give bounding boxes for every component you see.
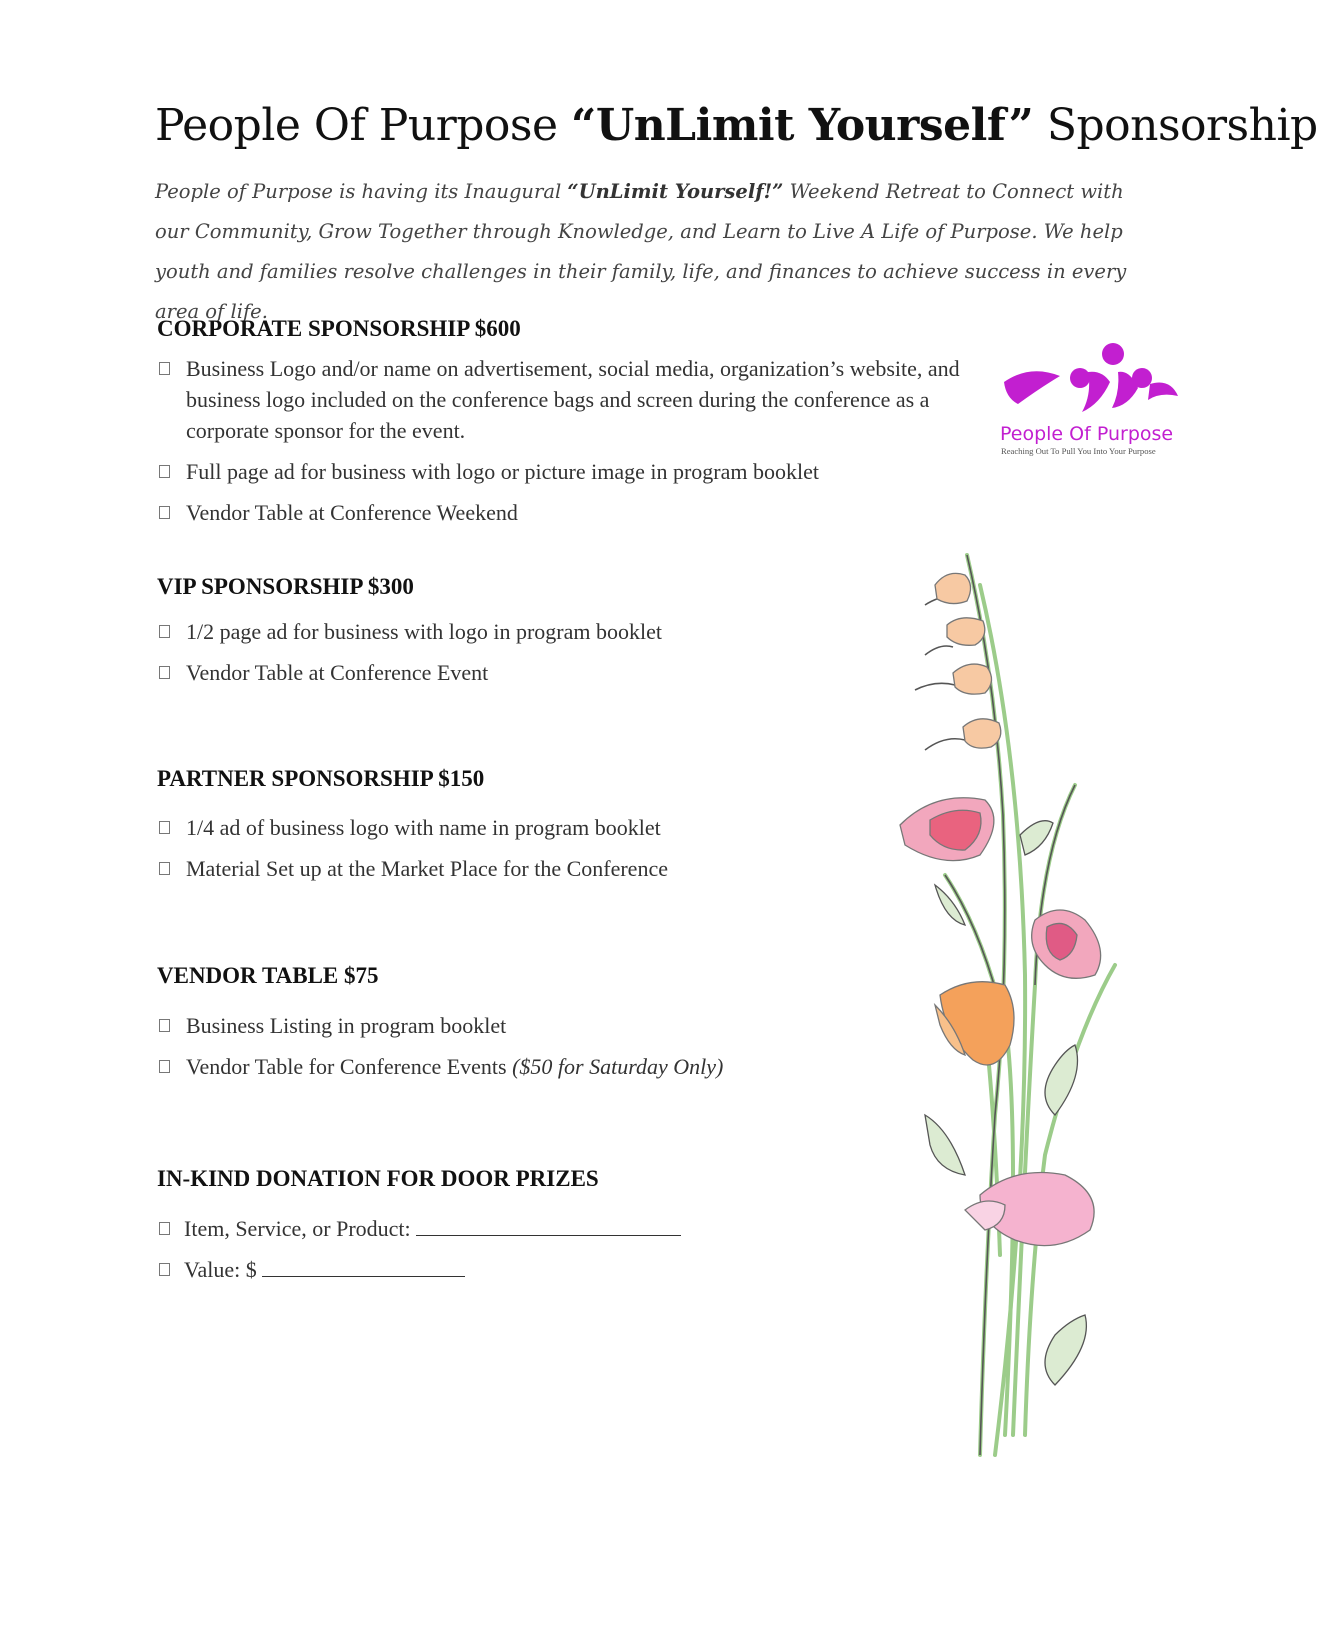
list-item [157,1010,957,1041]
intro-text-1: People of Purpose is having its Inaugural [155,180,568,203]
partner-list [157,812,957,884]
item-text: 1/4 ad of business logo with name in program booklet [186,815,661,840]
list-item [157,353,966,446]
corporate-list [157,353,960,528]
checkbox[interactable] [159,465,170,478]
flower-illustration [925,555,1185,1515]
title-part-1: People Of Purpose [155,100,572,151]
vip-list [157,616,957,688]
vip-section [157,574,957,688]
checkbox[interactable] [159,362,170,375]
list-item [157,853,957,884]
item-text: Business Logo and/or name on advertisement, social media, organization’s website, and business logo included on the conference bags and screen during the conference as a corporate sponsor for the event. [186,356,960,443]
checkbox[interactable] [159,1019,170,1032]
logo-graphic [1000,342,1225,472]
checkbox[interactable] [159,821,170,834]
list-item [157,497,957,528]
intro-paragraph [155,172,1145,332]
corporate-section [157,316,960,528]
list-item [157,1213,957,1244]
corporate-heading: CORPORATE SPONSORSHIP $600 [157,316,521,341]
inkind-heading: IN-KIND DONATION FOR DOOR PRIZES [157,1166,599,1191]
intro-bold: “UnLimit Yourself!” [567,180,784,203]
item-text: Vendor Table at Conference Weekend [186,500,518,525]
value-label: Value: $ [184,1257,257,1282]
list-item [157,812,957,843]
title-part-2: “UnLimit Yourself” [571,100,1034,151]
list-item [157,1254,957,1285]
inkind-section [157,1166,957,1285]
flower-graphic [925,555,1185,1515]
item-text: Business Listing in program booklet [186,1013,507,1038]
checkbox[interactable] [159,625,170,638]
item-text: Vendor Table for Conference Events [186,1054,513,1079]
logo-tagline: Reaching Out To Pull You Into Your Purpose [1001,446,1156,456]
item-label: Item, Service, or Product: [184,1216,411,1241]
list-item [157,616,957,647]
vendor-note: ($50 for Saturday Only) [512,1054,724,1079]
list-item [157,456,957,487]
item-text: 1/2 page ad for business with logo in program booklet [186,619,662,644]
title-part-3: Sponsorship [1033,100,1318,151]
logo-name: People Of Purpose [1000,423,1174,445]
logo [1000,342,1225,472]
checkbox[interactable] [159,1222,170,1235]
intro-text-2: Weekend Retreat to Connect with our Community, Grow Together through Knowledge, and Learn to Live A Life of Purpose. We help youth and families resolve challenges in their family, life, and finances to achieve success in every area of life. [155,180,1127,323]
partner-section [157,766,957,884]
value-input-line[interactable] [262,1256,465,1277]
item-text: Full page ad for business with logo or picture image in program booklet [186,459,819,484]
checkbox[interactable] [159,506,170,519]
vip-heading: VIP SPONSORSHIP $300 [157,574,414,599]
item-text: Vendor Table at Conference Event [186,660,489,685]
vendor-list [157,1010,957,1082]
inkind-list [157,1213,957,1285]
checkbox[interactable] [159,862,170,875]
page-title [155,100,1318,151]
checkbox[interactable] [159,666,170,679]
checkbox[interactable] [159,1060,170,1073]
checkbox[interactable] [159,1263,170,1276]
list-item [157,1051,957,1082]
list-item [157,657,957,688]
item-input-line[interactable] [416,1215,681,1236]
vendor-heading: VENDOR TABLE $75 [157,963,379,988]
partner-heading: PARTNER SPONSORSHIP $150 [157,766,485,791]
item-text: Material Set up at the Market Place for the Conference [186,856,668,881]
vendor-section [157,963,957,1082]
